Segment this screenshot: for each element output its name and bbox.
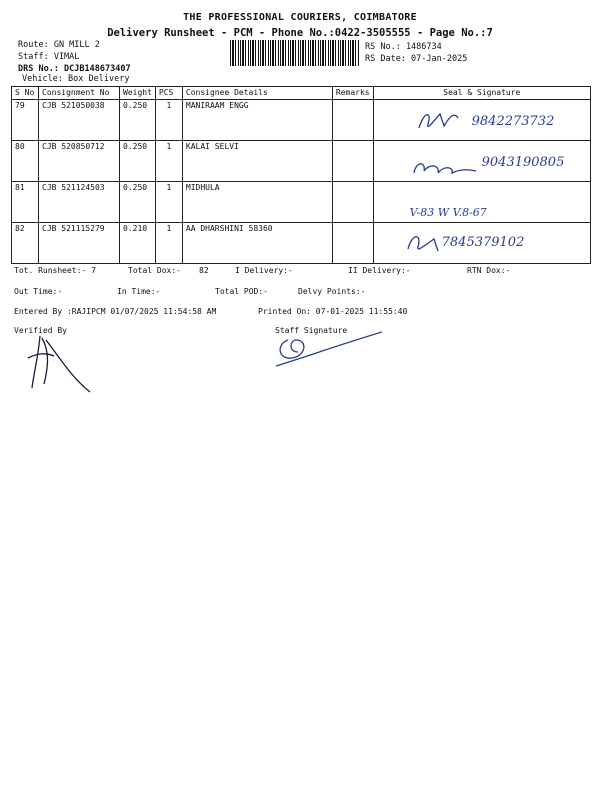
total-dox-label: Total Dox:-	[128, 266, 181, 275]
cell-consignee: MIDHULA	[182, 182, 332, 223]
table-row	[12, 100, 591, 141]
cell-weight: 0.210	[120, 223, 156, 264]
cell-pcs: 1	[155, 223, 182, 264]
cell-sno: 79	[12, 100, 39, 141]
col-header-sno: S No	[12, 87, 39, 100]
runsheet-subtitle: Delivery Runsheet - PCM - Phone No.:0422-3505555 - Page No.:7	[107, 27, 493, 39]
cell-weight: 0.250	[120, 100, 156, 141]
cell-consignee: MANIRAAM ENGG	[182, 100, 332, 141]
in-time: In Time:-	[117, 287, 161, 296]
col-header-consignee: Consignee Details	[182, 87, 332, 100]
verified-by-label: Verified By	[14, 326, 67, 335]
cell-sno: 80	[12, 141, 39, 182]
cell-weight: 0.250	[120, 182, 156, 223]
cell-remarks	[332, 223, 373, 264]
col-header-remarks: Remarks	[332, 87, 373, 100]
staff-signature-label: Staff Signature	[275, 326, 348, 335]
cell-sno: 81	[12, 182, 39, 223]
cell-signature	[373, 182, 590, 223]
col-header-pcs: PCS	[155, 87, 182, 100]
cell-consignment: CJB 521124503	[39, 182, 120, 223]
cell-consignment: CJB 520850712	[39, 141, 120, 182]
cell-pcs: 1	[155, 182, 182, 223]
drs-number: DRS No.: DCJB148673407	[18, 64, 131, 74]
table-row	[12, 141, 591, 182]
signature-phone-note: V-83 W V.8-67	[409, 206, 487, 219]
cell-weight: 0.250	[120, 141, 156, 182]
vehicle-label: Vehicle: Box Delivery	[22, 74, 130, 84]
out-time: Out Time:-	[14, 287, 63, 296]
delvy-points: Delvy Points:-	[298, 287, 366, 296]
cell-remarks	[332, 100, 373, 141]
company-title: THE PROFESSIONAL COURIERS, COIMBATORE	[183, 12, 417, 23]
rs-number: RS No.: 1486734	[365, 42, 442, 52]
col-header-weight: Weight	[120, 87, 156, 100]
tot-runsheet: Tot. Runsheet:- 7	[14, 266, 96, 275]
cell-signature	[373, 100, 590, 141]
i-delivery: I Delivery:-	[235, 266, 293, 275]
verifier-signature-icon	[20, 328, 110, 398]
signature-phone-note: 9043190805	[481, 155, 565, 170]
total-dox-value: 82	[199, 266, 209, 275]
cell-remarks	[332, 182, 373, 223]
table-row	[12, 182, 591, 223]
ii-delivery: II Delivery:-	[348, 266, 411, 275]
cell-consignee: AA DHARSHINI 58360	[182, 223, 332, 264]
barcode-image	[230, 40, 360, 66]
rs-date: RS Date: 07-Jan-2025	[365, 54, 468, 64]
signature-scribble-icon	[414, 106, 474, 136]
cell-pcs: 1	[155, 141, 182, 182]
entered-by: Entered By :RAJIPCM 01/07/2025 11:54:58 AM	[14, 307, 217, 316]
cell-pcs: 1	[155, 100, 182, 141]
rtn-dox: RTN Dox:-	[467, 266, 511, 275]
cell-signature	[373, 141, 590, 182]
col-header-seal: Seal & Signature	[373, 87, 590, 100]
route-label: Route: GN MILL 2	[18, 40, 100, 50]
total-pod: Total POD:-	[215, 287, 268, 296]
printed-on: Printed On: 07-01-2025 11:55:40	[258, 307, 408, 316]
signature-phone-note: 7845379102	[441, 235, 525, 250]
table-row	[12, 223, 591, 264]
cell-signature	[373, 223, 590, 264]
signature-phone-note: 9842273732	[471, 114, 555, 129]
cell-consignment: CJB 521050038	[39, 100, 120, 141]
cell-remarks	[332, 141, 373, 182]
signature-scribble-icon	[410, 155, 480, 181]
table-header-row	[12, 87, 591, 100]
cell-consignee: KALAI SELVI	[182, 141, 332, 182]
cell-consignment: CJB 521115279	[39, 223, 120, 264]
signature-scribble-icon	[404, 229, 444, 255]
staff-label: Staff: VIMAL	[18, 52, 80, 62]
staff-signature-scribble-icon	[272, 330, 392, 370]
cell-sno: 82	[12, 223, 39, 264]
col-header-consignment: Consignment No	[39, 87, 120, 100]
runsheet-table	[11, 86, 591, 264]
